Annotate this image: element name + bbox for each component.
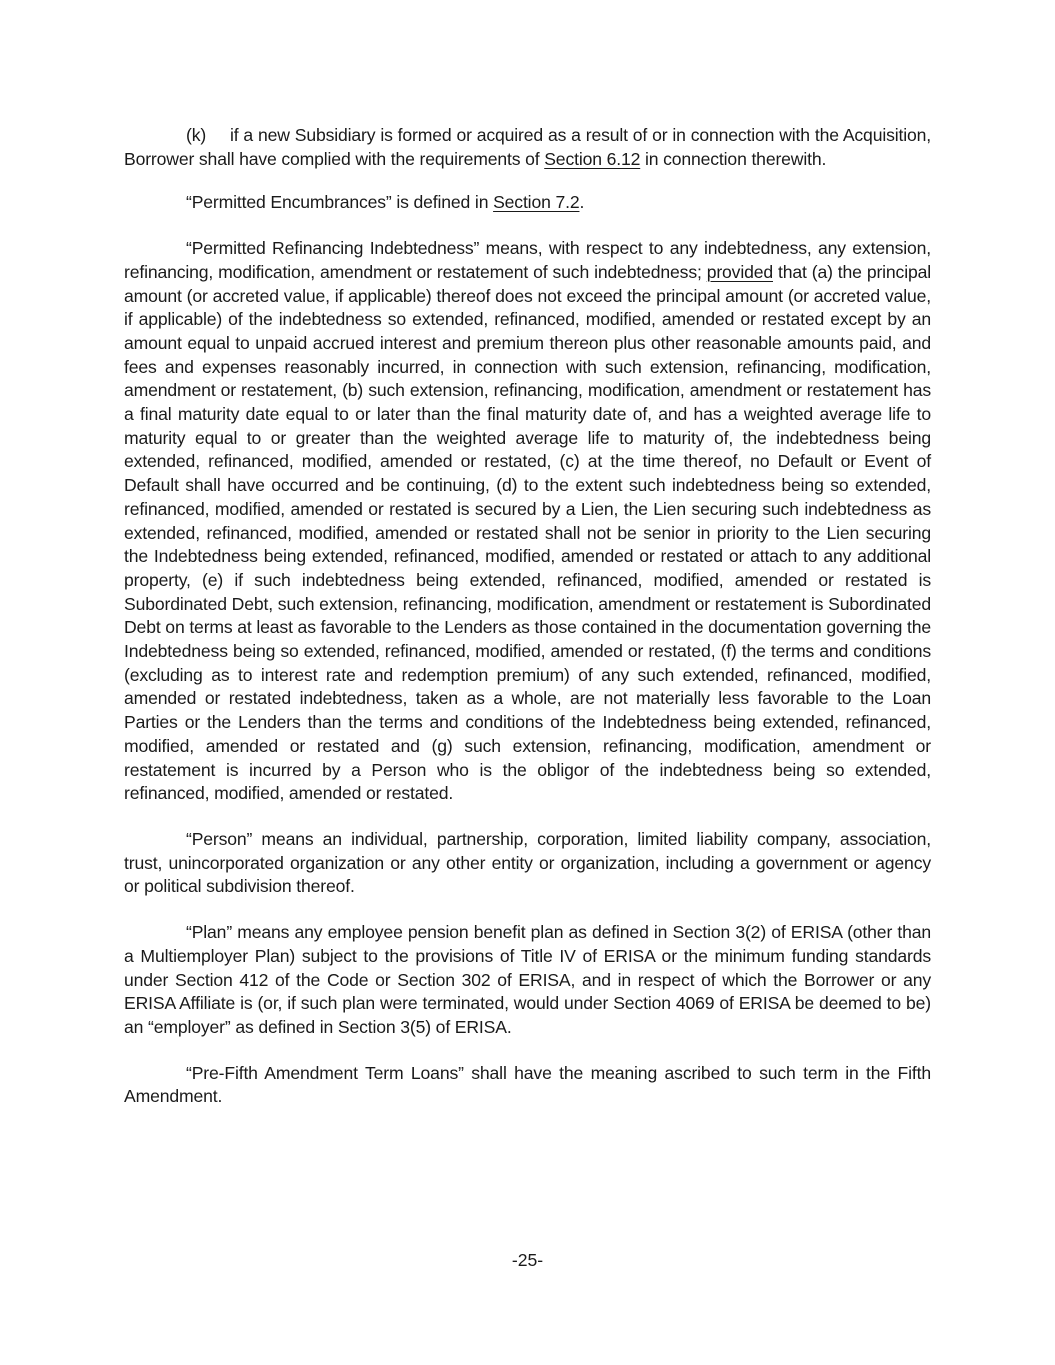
permitted-encumbrances-definition: [124, 191, 931, 215]
person-definition: “Person” means an individual, partnership, corporation, limited liability company, association, trust, unincorporated organization or any other entity or organization, including a government or agency or political subdivision thereof.: [124, 828, 931, 897]
permitted-refinancing-definition: [124, 237, 931, 806]
plan-definition: “Plan” means any employee pension benefit plan as defined in Section 3(2) of ERISA (other than a Multiemployer Plan) subject to the provisions of Title IV of ERISA or the minimum funding standards under Section 412 of the Code or Section 302 of ERISA, and in respect of which the Borrower or any ERISA Affiliate is (or, if such plan were terminated, would under Section 4069 of ERISA be deemed to be) an “employer” as defined in Section 3(5) of ERISA.: [124, 922, 931, 1037]
provided-term: provided: [706, 261, 773, 282]
permitted-refinancing-text-before: “Permitted Refinancing Indebtedness” means, with respect to any indebtedness, any extension, refinancing, modification, amendment or restatement of such indebtedness;: [124, 238, 931, 282]
clause-k-paragraph: [124, 124, 931, 171]
clause-k-marker: (k): [186, 125, 207, 145]
page-number: -25-: [511, 1250, 544, 1270]
clause-k-text-after: in connection therewith.: [640, 148, 827, 169]
pre-fifth-amendment-definition: “Pre-Fifth Amendment Term Loans” shall have the meaning ascribed to such term in the Fifth Amendment.: [124, 1062, 931, 1107]
section-6-12-reference: Section 6.12: [544, 148, 641, 169]
document-page: [124, 124, 931, 1131]
section-7-2-reference: Section 7.2: [493, 192, 580, 213]
permitted-refinancing-text-after: that (a) the principal amount (or accreted value, if applicable) thereof does not exceed the principal amount (or accreted value, if applicable) of the indebtedness so extended, refinanced, modified, amended or restated except by an amount equal to unpaid accrued interest and premium thereon plus other reasonable amounts paid, and fees and expenses reasonably incurred, in connection with such extension, refinancing, modification, amendment or restatement, (b) such extension, refinancing, modification, amendment or restatement has a final maturity date equal to or later than the final maturity date of, and has a weighted average life to maturity equal to or greater than the weighted average life to maturity of, the indebtedness being extended, refinanced, modified, amended or restated, (c) at the time thereof, no Default or Event of Default shall have occurred and be continuing, (d) to the extent such indebtedness being so extended, refinanced, modified, amended or restated is secured by a Lien, the Lien securing such indebtedness as extended, refinanced, modified, amended or restated shall not be senior in priority to the Lien securing the Indebtedness being extended, refinanced, modified, amended or restated or attach to any additional property, (e) if such indebtedness being extended, refinanced, modified, amended or restated is Subordinated Debt, such extension, refinancing, modification, amendment or restatement is Subordinated Debt on terms at least as favorable to the Lenders as those contained in the documentation governing the Indebtedness being so extended, refinanced, modified, amended or restated, (f) the terms and conditions (excluding as to interest rate and redemption premium) of any such extended, refinanced, modified, amended or restated indebtedness, taken as a whole, are not materially less favorable to the Loan Parties or the Lenders than the terms and conditions of the Indebtedness being extended, refinanced, modified, amended or restated and (g) such extension, refinancing, modification, amendment or restatement is incurred by a Person who is the obligor of the indebtedness being so extended, refinanced, modified, amended or restated.: [124, 261, 931, 804]
clause-k-text-before: if a new Subsidiary is formed or acquired as a result of or in connection with the Acquisition, Borrower shall have complied with the requirements of: [124, 125, 931, 169]
permitted-encumbrances-text-after: .: [579, 192, 585, 213]
permitted-encumbrances-text-before: “Permitted Encumbrances” is defined in: [186, 192, 494, 213]
